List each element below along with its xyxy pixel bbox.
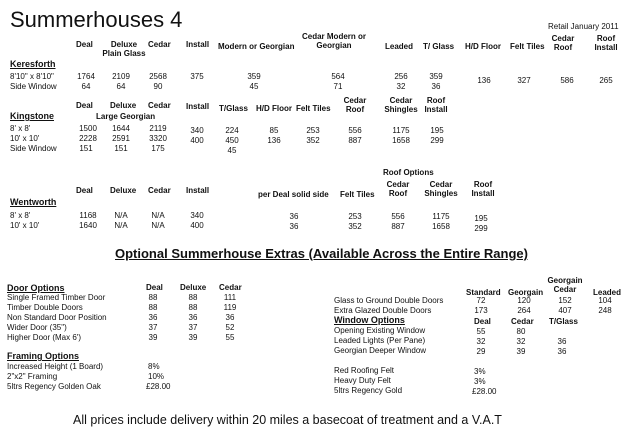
door-item-2-deluxe: 88 [188, 303, 198, 312]
roof-extra-label-2: Heavy Duty Felt [334, 376, 391, 385]
keresforth-header-deal: Deal [76, 40, 93, 49]
kingstone-sw-tglass: 45 [227, 146, 237, 155]
door-item-label-4: Wider Door (35") [7, 323, 67, 332]
roof-extra-1-value: 3% [474, 367, 486, 376]
keresforth-cedar-roof: 586 [560, 76, 574, 85]
door-item-label-3: Non Standard Door Position [7, 313, 107, 322]
kingstone-r2-deal: 2228 [79, 134, 97, 143]
keresforth-header-leaded: Leaded [385, 42, 414, 51]
wentworth-roof-options: Roof Options [383, 168, 434, 177]
keresforth-roof-install: 265 [599, 76, 613, 85]
kingstone-r2-hd-floor: 136 [267, 136, 281, 145]
keresforth-name: Keresforth [10, 59, 56, 69]
framing-item-1-value: 8% [148, 362, 160, 371]
keresforth-modern-georgian: 359 [247, 72, 261, 81]
wentworth-header-cedar: Cedar [148, 186, 171, 195]
kingstone-header-cedar-shingles: Cedar Shingles [384, 96, 418, 114]
keresforth-sw-modern-georgian: 45 [249, 82, 259, 91]
keresforth-header-modern-georgian: Modern or Georgian [218, 42, 295, 51]
framing-item-label-3: 5ltrs Regency Golden Oak [7, 382, 101, 391]
kingstone-r2-tglass: 450 [225, 136, 239, 145]
glass-header-georgain: Georgain [508, 288, 544, 297]
keresforth-sw-deluxe: 64 [116, 82, 126, 91]
keresforth-size-label: 8'10" x 8'10" [10, 72, 54, 81]
glass-item-2-leaded: 248 [598, 306, 612, 315]
keresforth-install: 375 [190, 72, 204, 81]
wentworth-r1-cedar-roof: 556 [391, 212, 405, 221]
kingstone-header-deluxe: Deluxe [110, 101, 137, 110]
framing-item-label-2: 2"x2" Framing [7, 372, 58, 381]
window-item-1-deal: 55 [476, 327, 486, 336]
keresforth-side-window-label: Side Window [10, 82, 57, 91]
wentworth-r2-cedar: N/A [151, 221, 165, 230]
kingstone-row-label-3: Side Window [10, 144, 57, 153]
kingstone-sw-deluxe: 151 [114, 144, 128, 153]
kingstone-header-cedar-roof: Cedar Roof [343, 96, 367, 114]
wentworth-r2-solid-side: 36 [289, 222, 299, 231]
page-title: Summerhouses 4 [10, 7, 183, 32]
wentworth-header-cedar-shingles: Cedar Shingles [424, 180, 458, 198]
keresforth-sw-cedar: 90 [153, 82, 163, 91]
keresforth-leaded: 256 [394, 72, 408, 81]
door-item-3-deal: 36 [148, 313, 158, 322]
door-item-3-cedar: 36 [225, 313, 235, 322]
wentworth-r2-deal: 1640 [79, 221, 97, 230]
wentworth-r1-install: 340 [190, 211, 204, 220]
door-item-4-deal: 37 [148, 323, 158, 332]
kingstone-r1-install: 340 [190, 126, 204, 135]
kingstone-header-roof-install: Roof Install [424, 96, 448, 114]
window-item-label-3: Georgian Deeper Window [334, 346, 427, 355]
retail-date: Retail January 2011 [548, 22, 619, 31]
kingstone-r2-cedar-roof: 887 [348, 136, 362, 145]
window-item-label-2: Leaded Lights (Per Pane) [334, 336, 426, 345]
keresforth-sw-cedar-modern: 71 [333, 82, 343, 91]
keresforth-sw-leaded: 32 [396, 82, 406, 91]
door-item-5-deal: 39 [148, 333, 158, 342]
wentworth-r1-cedar-shingles: 1175 [432, 212, 450, 221]
kingstone-r1-deal: 1500 [79, 124, 97, 133]
kingstone-r1-cedar: 2119 [149, 124, 167, 133]
keresforth-header-tglass: T/ Glass [423, 42, 455, 51]
kingstone-sw-deal: 151 [79, 144, 93, 153]
wentworth-header-deal: Deal [76, 186, 93, 195]
keresforth-header-hd-floor: H/D Floor [465, 42, 501, 51]
window-header-tglass: T/Glass [549, 317, 578, 326]
window-item-3-deal: 29 [476, 347, 486, 356]
keresforth-sw-deal: 64 [81, 82, 91, 91]
window-item-2-tglass: 36 [557, 337, 567, 346]
keresforth-header-cedar-modern: Cedar Modern or Georgian [301, 32, 367, 50]
framing-item-3-value: £28.00 [146, 382, 171, 391]
wentworth-r2-felt-tiles: 352 [348, 222, 362, 231]
kingstone-header-tglass: T/Glass [219, 104, 248, 113]
kingstone-r1-hd-floor: 85 [269, 126, 279, 135]
window-options-title: Window Options [334, 315, 405, 325]
wentworth-r1-cedar: N/A [151, 211, 165, 220]
keresforth-header-cedar: Cedar [148, 40, 171, 49]
kingstone-r2-roof-install: 299 [430, 136, 444, 145]
keresforth-deal: 1764 [77, 72, 95, 81]
wentworth-header-deluxe: Deluxe [110, 186, 137, 195]
door-item-1-deal: 88 [148, 293, 158, 302]
door-item-5-deluxe: 39 [188, 333, 198, 342]
glass-item-2-standard: 173 [474, 306, 488, 315]
wentworth-r2-install: 400 [190, 221, 204, 230]
wentworth-r2-cedar-shingles: 1658 [432, 222, 450, 231]
kingstone-r2-cedar-shingles: 1658 [392, 136, 410, 145]
wentworth-r1-deal: 1168 [79, 211, 97, 220]
extras-heading: Optional Summerhouse Extras (Available Across the Entire Range) [115, 246, 528, 261]
keresforth-felt-tiles: 327 [517, 76, 531, 85]
door-item-4-deluxe: 37 [188, 323, 198, 332]
door-header-cedar: Cedar [219, 283, 242, 292]
kingstone-r2-install: 400 [190, 136, 204, 145]
door-item-4-cedar: 52 [225, 323, 235, 332]
framing-item-label-1: Increased Height (1 Board) [7, 362, 104, 371]
wentworth-header-per-deal-solid-side: per Deal solid side [258, 190, 329, 199]
door-header-deluxe: Deluxe [180, 283, 207, 292]
glass-item-label-1: Glass to Ground Double Doors [334, 296, 444, 305]
framing-item-2-value: 10% [148, 372, 165, 381]
wentworth-row-label-2: 10' x 10' [10, 221, 40, 230]
kingstone-header-install: Install [186, 102, 210, 111]
wentworth-r2-cedar-roof: 887 [391, 222, 405, 231]
door-item-label-5: Higher Door (Max 6') [7, 333, 81, 342]
keresforth-sw-tglass: 36 [431, 82, 441, 91]
wentworth-r1-felt-tiles: 253 [348, 212, 362, 221]
glass-item-1-georgain-cedar: 152 [558, 296, 572, 305]
keresforth-header-cedar-roof: Cedar Roof [551, 34, 575, 52]
wentworth-r1-roof-install: 195 [474, 214, 488, 223]
keresforth-cedar: 2568 [149, 72, 167, 81]
wentworth-name: Wentworth [10, 197, 57, 207]
wentworth-r1-deluxe: N/A [114, 211, 128, 220]
kingstone-name: Kingstone [10, 111, 54, 121]
window-item-3-tglass: 36 [557, 347, 567, 356]
keresforth-header-roof-install: Roof Install [594, 34, 618, 52]
glass-item-2-georgain-cedar: 407 [558, 306, 572, 315]
kingstone-header-felt-tiles: Felt Tiles [296, 104, 331, 113]
keresforth-tglass: 359 [429, 72, 443, 81]
door-item-3-deluxe: 36 [188, 313, 198, 322]
window-item-3-cedar: 39 [516, 347, 526, 356]
wentworth-header-roof-install: Roof Install [471, 180, 495, 198]
wentworth-header-felt-tiles: Felt Tiles [340, 190, 375, 199]
window-item-1-cedar: 80 [516, 327, 526, 336]
kingstone-header-hd-floor: H/D Floor [256, 104, 292, 113]
door-item-5-cedar: 55 [225, 333, 235, 342]
kingstone-header-cedar: Cedar [148, 101, 171, 110]
kingstone-row-label-1: 8' x 8' [10, 124, 31, 133]
door-item-label-2: Timber Double Doors [7, 303, 83, 312]
kingstone-r2-cedar: 3320 [149, 134, 167, 143]
keresforth-header-felt-tiles: Felt Tiles [510, 42, 545, 51]
kingstone-r1-felt-tiles: 253 [306, 126, 320, 135]
wentworth-header-install: Install [186, 186, 210, 195]
door-item-label-1: Single Framed Timber Door [7, 293, 106, 302]
kingstone-r1-cedar-roof: 556 [348, 126, 362, 135]
kingstone-subheader: Large Georgian [96, 112, 156, 121]
kingstone-r1-deluxe: 1644 [112, 124, 130, 133]
footer-note: All prices include delivery within 20 miles a basecoat of treatment and a V.A.T [73, 413, 502, 427]
kingstone-row-label-2: 10' x 10' [10, 134, 40, 143]
glass-item-1-leaded: 104 [598, 296, 612, 305]
kingstone-r2-deluxe: 2591 [112, 134, 130, 143]
glass-header-standard: Standard [466, 288, 501, 297]
glass-header-georgain-cedar: Georgain Cedar [547, 276, 583, 294]
kingstone-r1-cedar-shingles: 1175 [392, 126, 410, 135]
door-header-deal: Deal [146, 283, 163, 292]
glass-header-leaded: Leaded [593, 288, 622, 297]
door-item-2-deal: 88 [148, 303, 158, 312]
roof-extra-3-value: £28.00 [472, 387, 497, 396]
glass-item-1-standard: 72 [476, 296, 486, 305]
window-item-2-deal: 32 [476, 337, 486, 346]
wentworth-r2-deluxe: N/A [114, 221, 128, 230]
door-item-2-cedar: 119 [223, 303, 237, 312]
framing-options-title: Framing Options [7, 351, 79, 361]
keresforth-header-deluxe: Deluxe Plain Glass [102, 40, 146, 58]
wentworth-header-cedar-roof: Cedar Roof [386, 180, 410, 198]
window-header-cedar: Cedar [511, 317, 534, 326]
roof-extra-label-1: Red Roofing Felt [334, 366, 395, 375]
kingstone-r1-tglass: 224 [225, 126, 239, 135]
keresforth-cedar-modern: 564 [331, 72, 345, 81]
glass-item-1-georgain: 120 [517, 296, 531, 305]
kingstone-r2-felt-tiles: 352 [306, 136, 320, 145]
kingstone-header-deal: Deal [76, 101, 93, 110]
keresforth-deluxe: 2109 [112, 72, 130, 81]
roof-extra-2-value: 3% [474, 377, 486, 386]
window-item-label-1: Opening Existing Window [334, 326, 426, 335]
wentworth-r1-solid-side: 36 [289, 212, 299, 221]
door-item-1-cedar: 111 [223, 293, 237, 302]
glass-item-label-2: Extra Glazed Double Doors [334, 306, 432, 315]
keresforth-header-install: Install [186, 40, 210, 49]
keresforth-hd-floor: 136 [477, 76, 491, 85]
kingstone-r1-roof-install: 195 [430, 126, 444, 135]
window-header-deal: Deal [474, 317, 491, 326]
kingstone-sw-cedar: 175 [151, 144, 165, 153]
door-item-1-deluxe: 88 [188, 293, 198, 302]
roof-extra-label-3: 5ltrs Regency Gold [334, 386, 403, 395]
door-options-title: Door Options [7, 283, 65, 293]
wentworth-row-label-1: 8' x 8' [10, 211, 31, 220]
window-item-2-cedar: 32 [516, 337, 526, 346]
glass-item-2-georgain: 264 [517, 306, 531, 315]
wentworth-r2-roof-install: 299 [474, 224, 488, 233]
